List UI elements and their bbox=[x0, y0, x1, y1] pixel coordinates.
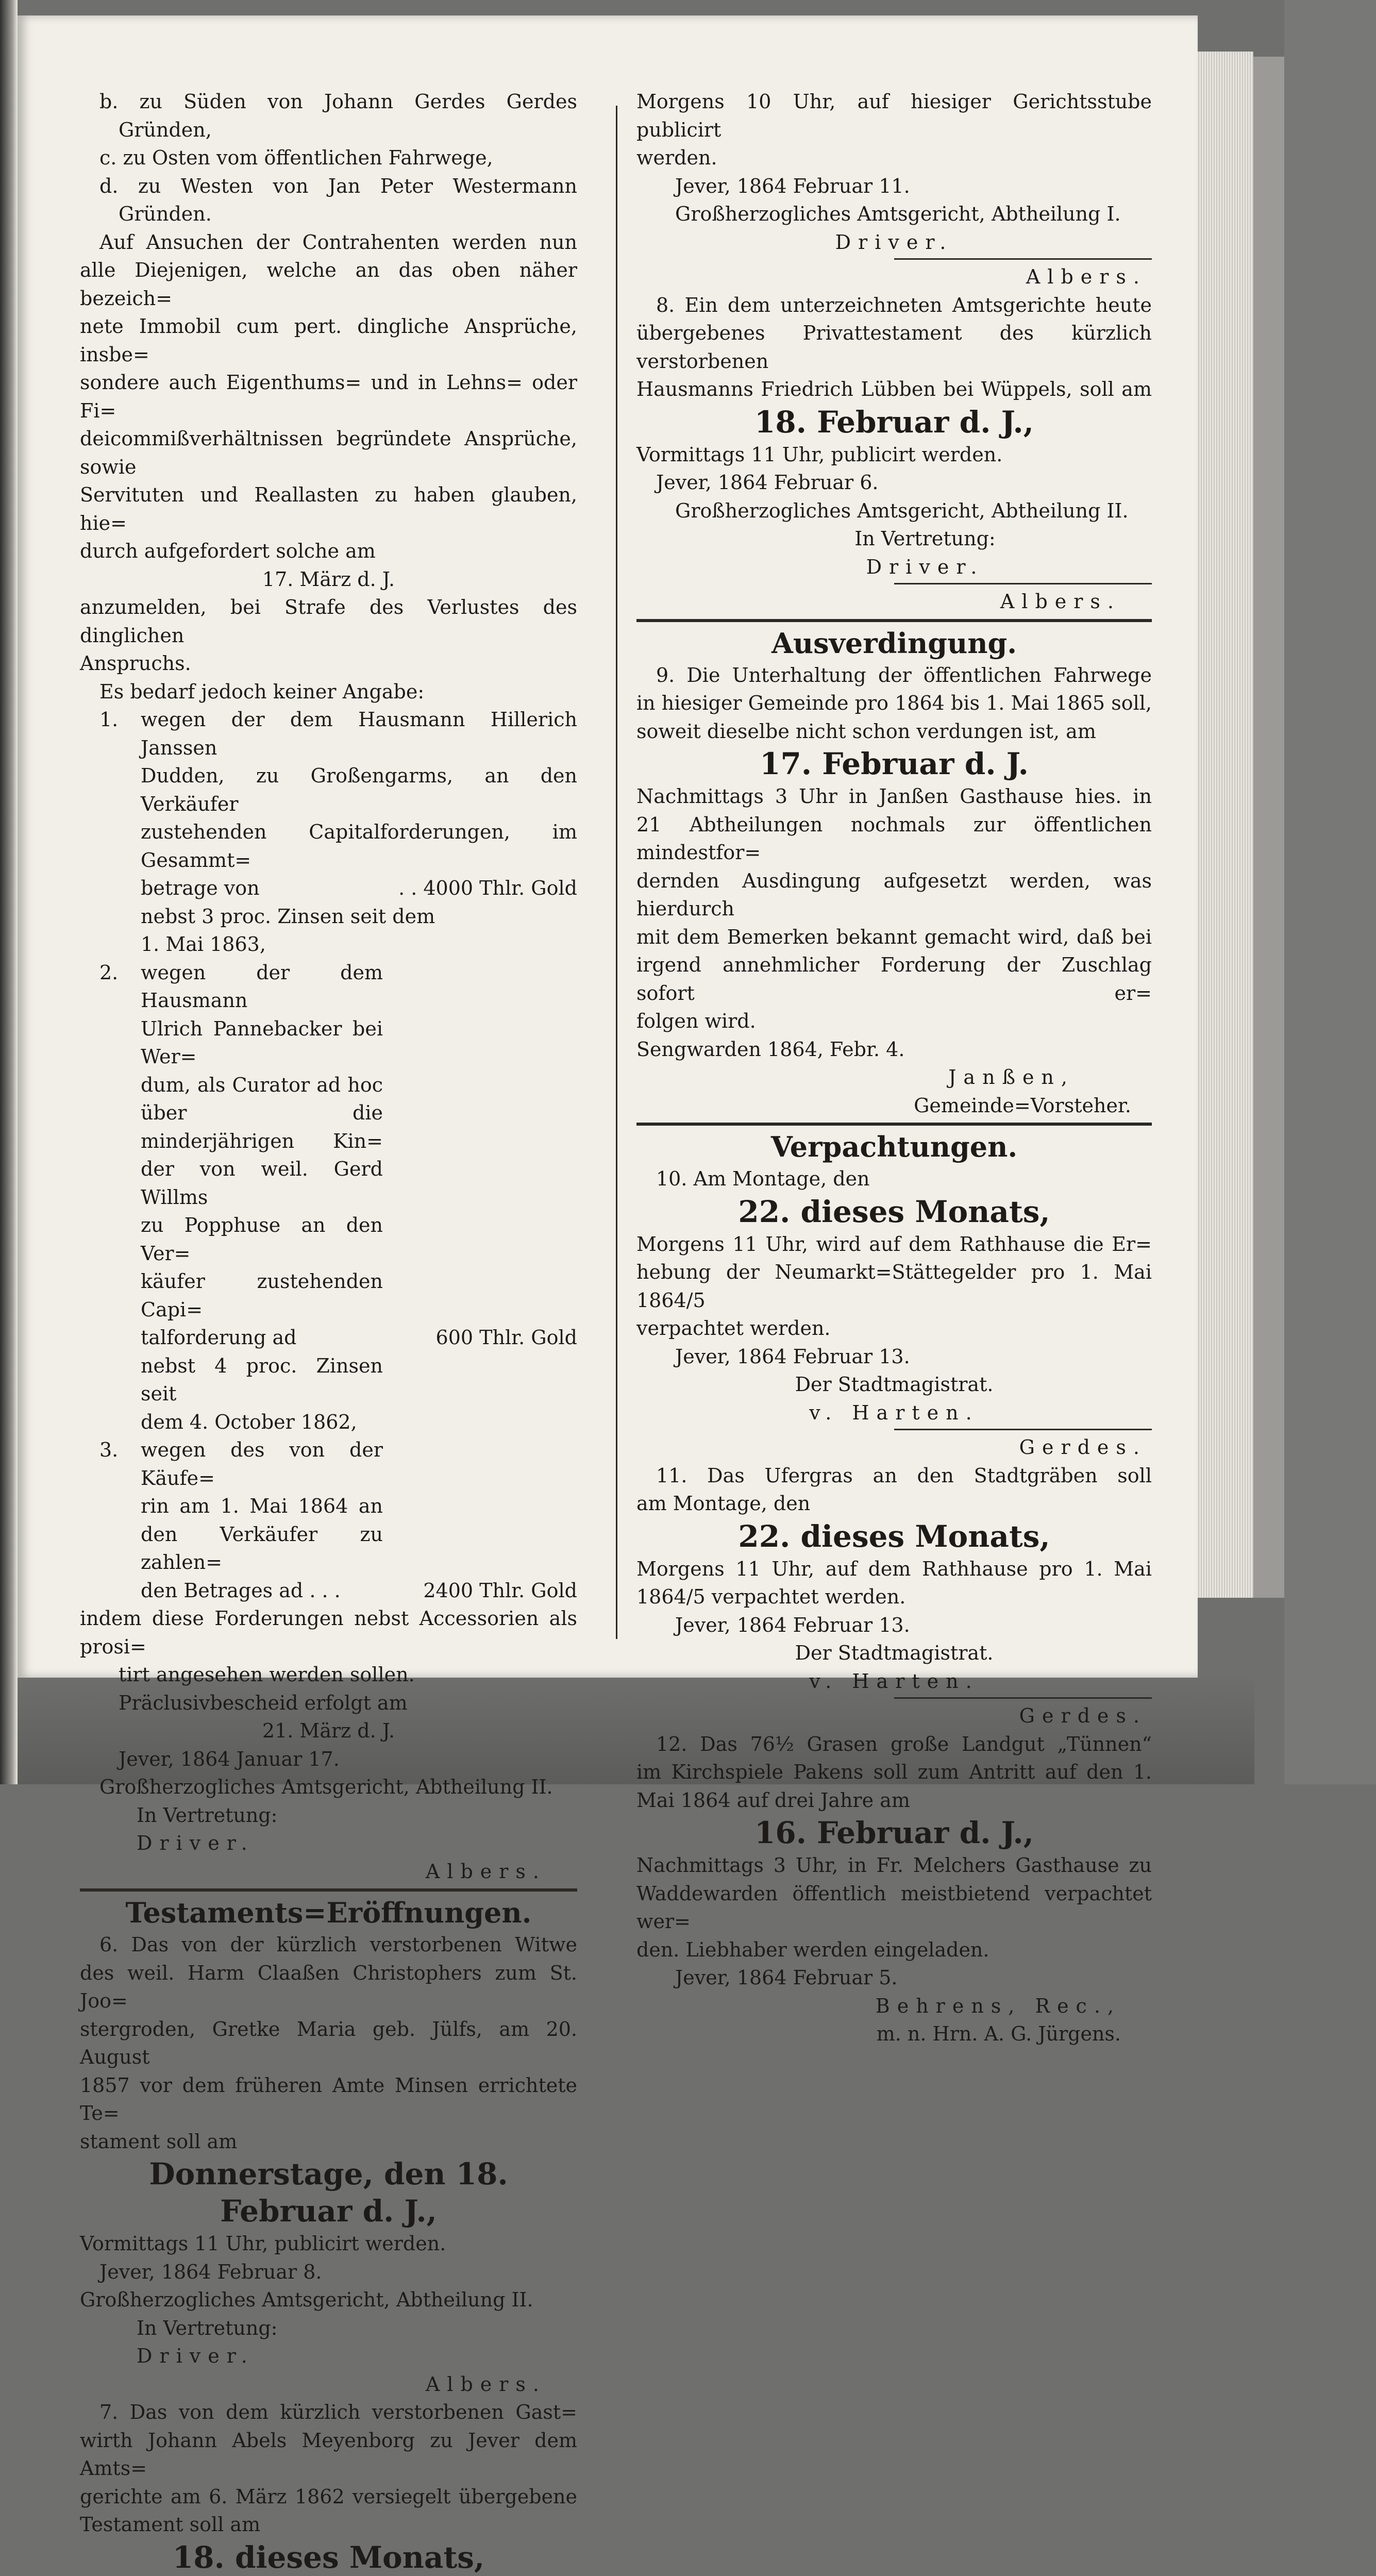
signature-name: Albers. bbox=[1000, 590, 1121, 613]
signature-rule bbox=[894, 1697, 1152, 1699]
text-line: wegen der dem Hausmann Hillerich Janssen bbox=[141, 708, 577, 759]
text-line: Vormittags 11 Uhr, publicirt werden. bbox=[636, 443, 1003, 466]
book-cover-edge bbox=[1253, 57, 1284, 1598]
section-heading: Testaments=Eröffnungen. bbox=[125, 1896, 532, 1929]
signature-name: Driver. bbox=[866, 555, 984, 578]
text-line: alle Diejenigen, welche an das oben näher bezeich= bbox=[80, 259, 577, 310]
signature-place-date: Jever, 1864 Februar 13. bbox=[675, 1345, 910, 1368]
text-line: im Kirchspiele Pakens soll zum Antritt auf den 1. bbox=[636, 1761, 1152, 1783]
text-line: Anspruchs. bbox=[80, 652, 191, 675]
text-line: übergebenes Privattestament des kürzlich verstorbenen bbox=[636, 322, 1152, 373]
text-line: Ulrich Pannebacker bei Wer= bbox=[141, 1017, 383, 1068]
deadline-date: 17. März d. J. bbox=[262, 567, 395, 591]
text-line: Vormittags 11 Uhr, publicirt werden. bbox=[80, 2232, 446, 2255]
text-line: 1864/5 verpachtet werden. bbox=[636, 1585, 906, 1608]
list-item bbox=[80, 1436, 577, 1604]
text-line: durch aufgefordert solche am bbox=[80, 540, 376, 562]
text-line: wirth Johann Abels Meyenborg zu Jever dem Amts= bbox=[80, 2429, 577, 2480]
signature-name: Gerdes. bbox=[1019, 1436, 1147, 1459]
list-item bbox=[80, 706, 577, 959]
signature-line: In Vertretung: bbox=[137, 2316, 278, 2339]
text-line: wegen der dem Hausmann bbox=[141, 961, 383, 1012]
signature-name: Janßen, bbox=[948, 1066, 1075, 1089]
signature-name: Albers. bbox=[425, 2372, 546, 2396]
event-date: Donnerstage, den 18. Februar d. J., bbox=[149, 2156, 508, 2229]
text-line: Nachmittags 3 Uhr, in Fr. Melchers Gasthause zu bbox=[636, 1854, 1152, 1877]
text-line: Hausmanns Friedrich Lübben bei Wüppels, soll am bbox=[636, 378, 1152, 400]
list-item bbox=[80, 959, 577, 1436]
amount-line bbox=[141, 1324, 577, 1352]
signature-name: Albers. bbox=[425, 1860, 546, 1883]
amount-line bbox=[141, 1577, 577, 1605]
text-line: Mai 1864 auf drei Jahre am bbox=[636, 1788, 910, 1812]
text-line: tirt angesehen werden sollen. bbox=[119, 1663, 415, 1686]
background-surface bbox=[1284, 0, 1376, 1784]
text-line: Nachmittags 3 Uhr in Janßen Gasthause hies. in bbox=[636, 785, 1152, 808]
text-line: betrage von bbox=[141, 877, 260, 899]
text-line: anzumelden, bei Strafe des Verlustes des dinglichen bbox=[80, 596, 577, 647]
signature-place-date: Jever, 1864 Januar 17. bbox=[119, 1747, 340, 1770]
text-line: 6. Das von der kürzlich verstorbenen Witwe bbox=[99, 1933, 577, 1956]
event-date: 18. Februar d. J., bbox=[754, 404, 1034, 440]
text-line: zustehenden Capitalforderungen, im Gesammt= bbox=[141, 821, 577, 872]
text-line: rin am 1. Mai 1864 an bbox=[141, 1495, 383, 1517]
signature-name: Gerdes. bbox=[1019, 1704, 1147, 1727]
event-date: 22. dieses Monats, bbox=[738, 1194, 1050, 1229]
text-line: stergroden, Gretke Maria geb. Jülfs, am 20. August bbox=[80, 2017, 577, 2068]
text-line: Präclusivbescheid erfolgt am bbox=[119, 1691, 408, 1714]
text-line: Auf Ansuchen der Contrahenten werden nun bbox=[99, 230, 577, 254]
text-line: b. zu Süden von Johann Gerdes Gerdes bbox=[99, 90, 577, 113]
amount: 600 Thlr. Gold bbox=[435, 1326, 577, 1349]
signature-place-date: Jever, 1864 Februar 11. bbox=[675, 174, 910, 197]
text-line: über die minderjährigen Kin= bbox=[141, 1101, 383, 1152]
text-line: Testament soll am bbox=[80, 2513, 261, 2536]
signature-name: Albers. bbox=[1026, 265, 1147, 288]
signature-name: Behrens, Rec., bbox=[875, 1994, 1121, 2017]
text-line: wegen des von der Käufe= bbox=[141, 1438, 383, 1490]
text-line: dum, als Curator ad hoc bbox=[141, 1073, 383, 1096]
text-line: Morgens 11 Uhr, wird auf dem Rathhause die Er= bbox=[636, 1232, 1152, 1256]
text-line: 7. Das von dem kürzlich verstorbenen Gast= bbox=[99, 2401, 577, 2423]
signature-authority: Großherzogliches Amtsgericht, Abtheilung I. bbox=[675, 203, 1121, 225]
text-line: zu Popphuse an den Ver= bbox=[141, 1214, 383, 1265]
text-line: nete Immobil cum pert. dingliche Ansprüche, insbe= bbox=[80, 315, 577, 366]
section-rule bbox=[636, 619, 1152, 622]
text-line: stament soll am bbox=[80, 2130, 238, 2153]
text-line: hebung der Neumarkt=Stättegelder pro 1. Mai 1864/5 bbox=[636, 1261, 1152, 1312]
text-line: Dudden, zu Großengarms, an den Verkäufer bbox=[141, 764, 577, 815]
signature-authority: Der Stadtmagistrat. bbox=[795, 1373, 994, 1396]
text-line: dem 4. October 1862, bbox=[141, 1410, 357, 1433]
signature-title: Gemeinde=Vorsteher. bbox=[914, 1094, 1131, 1117]
text-line: Servituten und Reallasten zu haben glauben, hie= bbox=[80, 483, 577, 534]
text-line: am Montage, den bbox=[636, 1492, 811, 1515]
text-line: mit dem Bemerken bekannt gemacht wird, daß bei bbox=[636, 925, 1152, 948]
event-date: 16. Februar d. J., bbox=[754, 1815, 1034, 1850]
signature-place-date: Jever, 1864 Februar 6. bbox=[656, 471, 879, 494]
signature-authority: Großherzogliches Amtsgericht, Abtheilung II. bbox=[80, 2288, 533, 2311]
event-date: 18. dieses Monats, bbox=[172, 2539, 485, 2575]
text-line: c. zu Osten vom öffentlichen Fahrwege, bbox=[99, 146, 493, 169]
text-line: Morgens 11 Uhr, auf dem Rathhause pro 1. Mai bbox=[636, 1557, 1152, 1580]
text-line: 1. Mai 1863, bbox=[141, 933, 266, 956]
text-line: talforderung ad bbox=[141, 1326, 297, 1349]
signature-line: In Vertretung: bbox=[137, 1803, 278, 1827]
column-divider bbox=[616, 106, 617, 1639]
text-line: den Verkäufer zu zahlen= bbox=[141, 1523, 383, 1574]
item-number: 2. bbox=[99, 961, 119, 984]
deadline-date: 21. März d. J. bbox=[262, 1719, 395, 1742]
text-line: käufer zustehenden Capi= bbox=[141, 1270, 383, 1321]
text-line: 12. Das 76½ Grasen große Landgut „Tünnen“ bbox=[656, 1732, 1152, 1755]
signature-place-date: Jever, 1864 Februar 13. bbox=[675, 1613, 910, 1636]
page-edges bbox=[1197, 52, 1253, 1598]
text-line: soweit dieselbe nicht schon verdungen ist, am bbox=[636, 720, 1096, 743]
text-line: 1857 vor dem früheren Amte Minsen errichtete Te= bbox=[80, 2073, 577, 2125]
text-line: den. Liebhaber werden eingeladen. bbox=[636, 1938, 989, 1961]
signature-name: Driver. bbox=[835, 230, 953, 254]
amount: 2400 Thlr. Gold bbox=[423, 1579, 577, 1602]
left-column bbox=[80, 88, 577, 2576]
signature-rule bbox=[894, 583, 1152, 584]
signature-authority: Großherzogliches Amtsgericht, Abtheilung II. bbox=[675, 499, 1129, 522]
event-date: 17. Februar d. J. bbox=[760, 746, 1029, 781]
signature-rule bbox=[894, 1429, 1152, 1430]
text-line: Gründen. bbox=[119, 203, 212, 225]
section-heading: Ausverdingung. bbox=[771, 626, 1017, 660]
signature-line: In Vertretung: bbox=[854, 527, 996, 550]
text-line: irgend annehmlicher Forderung der Zuschlag sofort er= bbox=[636, 954, 1152, 1005]
signature-name: v. Harten. bbox=[809, 1669, 979, 1693]
binding-gutter bbox=[0, 0, 18, 1784]
text-line: dernden Ausdingung aufgesetzt werden, was hierdurch bbox=[636, 869, 1152, 920]
signature-place-date: Jever, 1864 Februar 5. bbox=[675, 1966, 898, 1989]
text-line: 21 Abtheilungen nochmals zur öffentlichen mindestfor= bbox=[636, 813, 1152, 864]
text-line: 8. Ein dem unterzeichneten Amtsgerichte heute bbox=[656, 293, 1152, 316]
signature-rule bbox=[894, 258, 1152, 260]
signature-place-date: Jever, 1864 Februar 8. bbox=[99, 2260, 322, 2283]
signature-place-date: Sengwarden 1864, Febr. 4. bbox=[636, 1038, 905, 1061]
text-line: Waddewarden öffentlich meistbietend verpachtet wer= bbox=[636, 1882, 1152, 1933]
section-rule bbox=[80, 1888, 577, 1892]
text-line: indem diese Forderungen nebst Accessorien als prosi= bbox=[80, 1607, 577, 1658]
text-line: 11. Das Ufergras an den Stadtgräben soll bbox=[656, 1464, 1152, 1487]
text-line: sondere auch Eigenthums= und in Lehns= oder Fi= bbox=[80, 371, 577, 422]
text-line: d. zu Westen von Jan Peter Westermann bbox=[99, 174, 577, 197]
text-line: nebst 4 proc. Zinsen seit bbox=[141, 1354, 383, 1405]
text-line: in hiesiger Gemeinde pro 1864 bis 1. Mai 1865 soll, bbox=[636, 692, 1152, 714]
signature-authority: Großherzogliches Amtsgericht, Abtheilung II. bbox=[99, 1776, 553, 1798]
amount-line bbox=[141, 874, 577, 902]
text-line: nebst 3 proc. Zinsen seit dem bbox=[141, 905, 435, 928]
signature-authority: Der Stadtmagistrat. bbox=[795, 1642, 994, 1664]
item-number: 3. bbox=[99, 1438, 119, 1461]
text-line: verpachtet werden. bbox=[636, 1317, 831, 1340]
text-line: werden. bbox=[636, 146, 717, 169]
signature-name: Driver. bbox=[137, 1832, 255, 1854]
text-line: gerichte am 6. März 1862 versiegelt übergebene bbox=[80, 2485, 577, 2508]
amount: . . 4000 Thlr. Gold bbox=[398, 877, 577, 899]
text-line: der von weil. Gerd Willms bbox=[141, 1158, 383, 1209]
section-rule bbox=[636, 1123, 1152, 1126]
text-line: deicommißverhältnissen begründete Ansprüche, sowie bbox=[80, 427, 577, 478]
event-date: 22. dieses Monats, bbox=[738, 1518, 1050, 1554]
text-line: Morgens 10 Uhr, auf hiesiger Gerichtsstube publicirt bbox=[636, 90, 1152, 141]
text-line: Es bedarf jedoch keiner Angabe: bbox=[99, 680, 425, 703]
signature-name: Driver. bbox=[137, 2345, 255, 2367]
text-line: Gründen, bbox=[119, 118, 212, 141]
right-column bbox=[636, 88, 1152, 2048]
text-line: den Betrages ad . . . bbox=[141, 1579, 341, 1602]
text-line: des weil. Harm Claaßen Christophers zum St. Joo= bbox=[80, 1961, 577, 2012]
signature-line: m. n. Hrn. A. G. Jürgens. bbox=[876, 2022, 1121, 2045]
text-line: folgen wird. bbox=[636, 1010, 756, 1032]
signature-name: v. Harten. bbox=[809, 1401, 979, 1424]
text-line: 9. Die Unterhaltung der öffentlichen Fahrwege bbox=[656, 663, 1152, 687]
text-line: 10. Am Montage, den bbox=[656, 1167, 870, 1190]
section-heading: Verpachtungen. bbox=[770, 1130, 1018, 1163]
item-number: 1. bbox=[99, 708, 119, 731]
